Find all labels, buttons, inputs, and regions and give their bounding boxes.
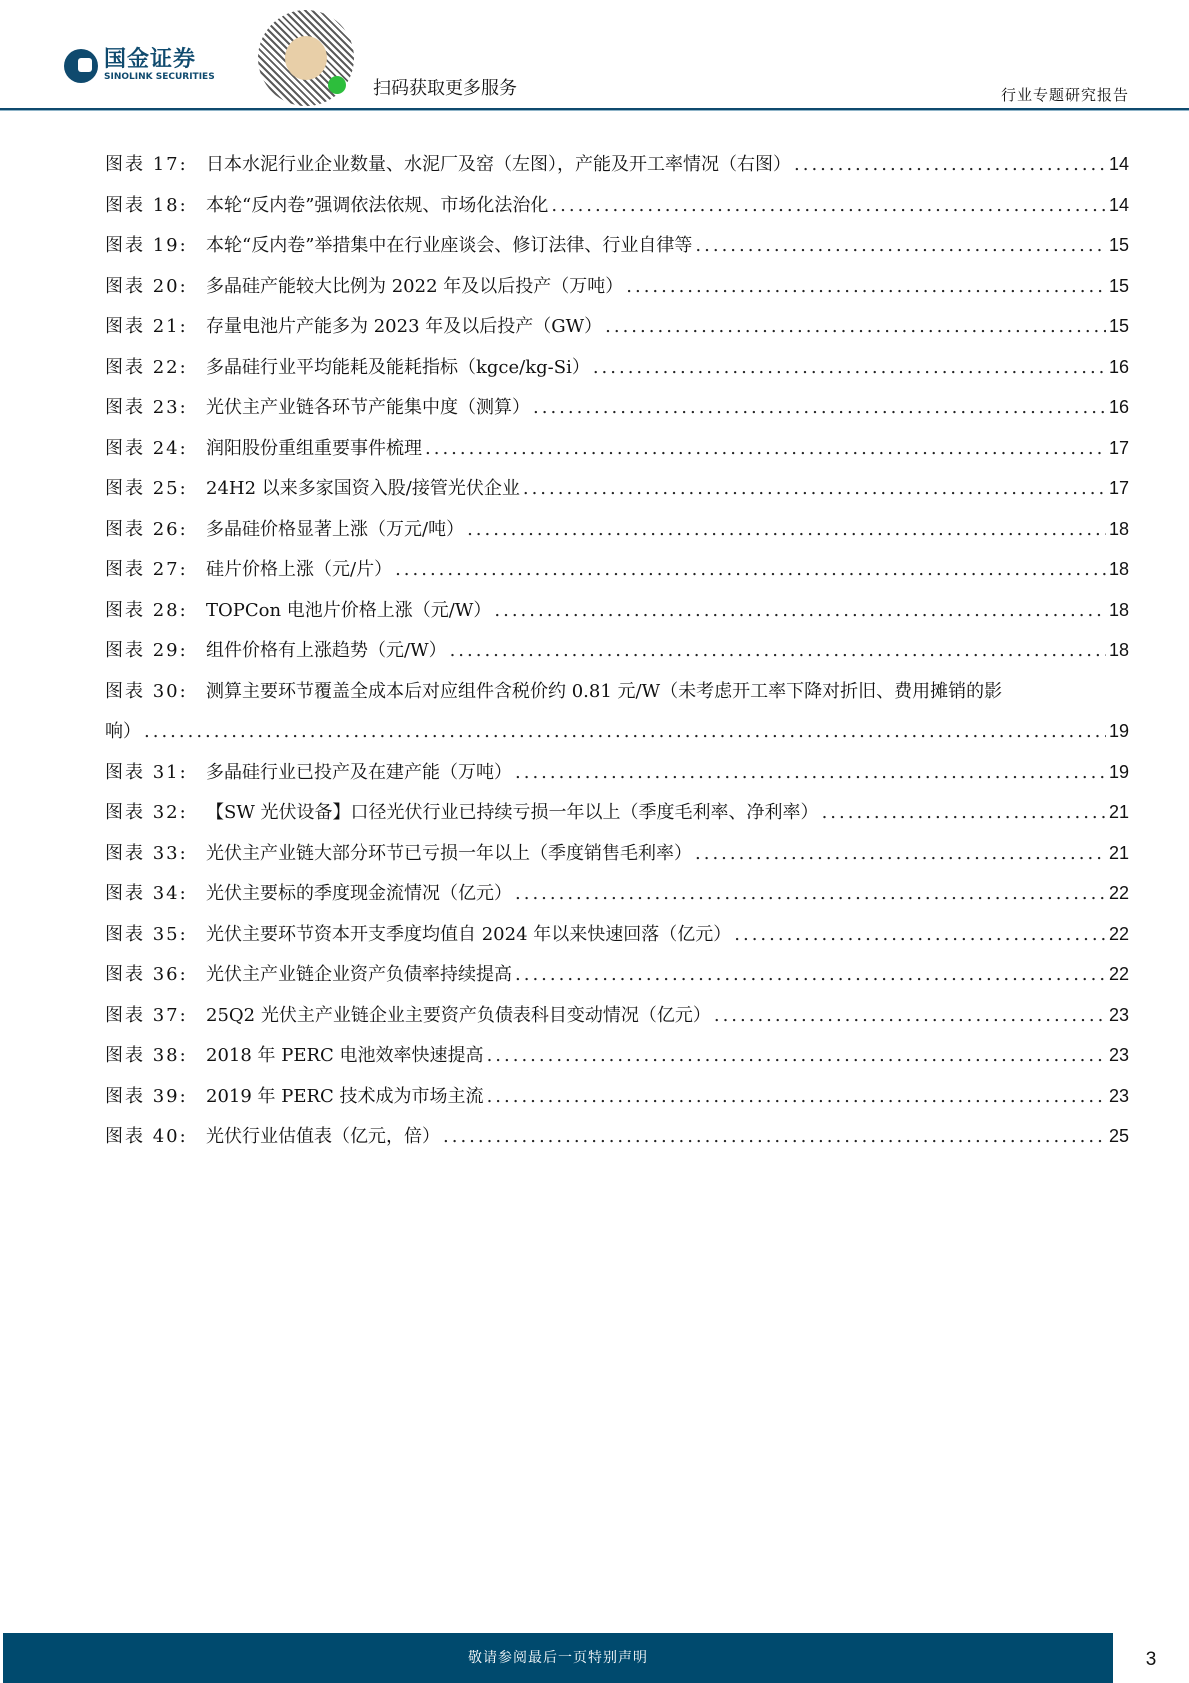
toc-entry[interactable] — [105, 1082, 1129, 1123]
toc-entry[interactable] — [105, 555, 1129, 596]
toc-label: 图表 31: — [105, 761, 188, 783]
toc-entry[interactable] — [105, 1122, 1129, 1163]
toc-page: 22 — [1108, 923, 1129, 944]
toc-page: 23 — [1108, 1045, 1129, 1065]
toc-entry[interactable] — [105, 515, 1129, 556]
toc-page: 21 — [1108, 802, 1129, 822]
toc-label: 图表 37: — [105, 1004, 188, 1026]
toc-page: 14 — [1108, 194, 1129, 215]
toc-entry[interactable] — [105, 191, 1129, 232]
toc-title: 光伏主产业链大部分环节已亏损一年以上（季度销售毛利率） — [206, 842, 692, 864]
toc-title: 组件价格有上涨趋势（元/W） — [206, 640, 447, 661]
leader-dots — [450, 640, 1106, 661]
toc-entry[interactable] — [105, 596, 1129, 637]
toc-label: 图表 25: — [105, 478, 188, 499]
logo-cn: 国金证券 — [104, 47, 197, 72]
toc-page: 19 — [1108, 721, 1129, 741]
toc-page: 15 — [1108, 316, 1129, 336]
toc-title: 存量电池片产能多为 2023 年及以后投产（GW） — [206, 316, 603, 337]
toc-page: 15 — [1108, 235, 1129, 255]
leader-dots — [734, 924, 1106, 945]
leader-dots — [794, 154, 1106, 175]
toc-title: 本轮“反内卷”强调依法依规、市场化法治化 — [206, 194, 549, 216]
toc-entry[interactable] — [105, 960, 1129, 1001]
toc-label: 图表 24: — [105, 437, 188, 459]
leader-dots — [533, 397, 1106, 418]
toc-entry[interactable] — [105, 879, 1129, 920]
toc-page: 25 — [1108, 1126, 1129, 1146]
toc-page: 17 — [1108, 478, 1129, 498]
leader-dots — [551, 195, 1106, 216]
toc-page: 22 — [1108, 964, 1129, 984]
toc-entry[interactable] — [105, 312, 1129, 353]
logo-mark-icon — [64, 49, 98, 83]
toc-label: 图表 32: — [105, 802, 188, 823]
toc-title: 日本水泥行业企业数量、水泥厂及窑（左图），产能及开工率情况（右图） — [206, 154, 791, 175]
toc-label: 图表 29: — [105, 640, 188, 661]
toc-label: 图表 19: — [105, 235, 188, 256]
toc-entry[interactable] — [105, 434, 1129, 475]
leader-dots — [515, 964, 1106, 985]
document-type: 行业专题研究报告 — [1000, 86, 1129, 104]
leader-dots — [593, 357, 1106, 378]
footer-disclaimer: 敬请参阅最后一页特别声明 — [3, 1633, 1113, 1683]
leader-dots — [443, 1126, 1106, 1147]
toc-page: 23 — [1108, 1004, 1129, 1025]
toc-entry[interactable] — [105, 920, 1129, 961]
leader-dots — [605, 316, 1106, 337]
toc-title: 25Q2 光伏主产业链企业主要资产负债表科目变动情况（亿元） — [206, 1004, 711, 1026]
toc-entry[interactable] — [105, 1041, 1129, 1082]
toc-title: 光伏主产业链各环节产能集中度（测算） — [206, 397, 530, 418]
leader-dots — [822, 802, 1106, 823]
toc-title: 本轮“反内卷”举措集中在行业座谈会、修订法律、行业自律等 — [206, 235, 693, 256]
leader-dots — [467, 519, 1106, 540]
toc-title: 2019 年 PERC 技术成为市场主流 — [206, 1085, 484, 1107]
leader-dots — [695, 235, 1106, 256]
toc-label: 图表 35: — [105, 923, 188, 945]
toc-title: 测算主要环节覆盖全成本后对应组件含税价约 0.81 元/W（未考虑开工率下降对折旧、费用摊销的影 — [206, 680, 1003, 702]
company-logo — [64, 48, 215, 83]
leader-dots — [144, 721, 1106, 742]
toc-label: 图表 21: — [105, 316, 188, 337]
mini-program-icon — [328, 76, 346, 94]
toc-page: 18 — [1108, 599, 1129, 620]
toc-page: 21 — [1108, 842, 1129, 863]
toc-label: 图表 27: — [105, 559, 188, 580]
toc-title: 光伏主要环节资本开支季度均值自 2024 年以来快速回落（亿元） — [206, 923, 732, 945]
toc-title: 光伏主产业链企业资产负债率持续提高 — [206, 964, 512, 985]
toc-label: 图表 23: — [105, 397, 188, 418]
leader-dots — [487, 1045, 1106, 1066]
toc-title: 光伏主要标的季度现金流情况（亿元） — [206, 883, 512, 904]
toc-page: 22 — [1108, 883, 1129, 903]
leader-dots — [523, 478, 1106, 499]
toc-entry[interactable] — [105, 353, 1129, 394]
toc-title: 硅片价格上涨（元/片） — [206, 559, 393, 580]
toc-title: 润阳股份重组重要事件梳理 — [206, 437, 422, 459]
toc-label: 图表 38: — [105, 1045, 188, 1066]
leader-dots — [695, 843, 1106, 864]
leader-dots — [395, 559, 1106, 580]
toc-title: 24H2 以来多家国资入股/接管光伏企业 — [206, 478, 520, 499]
toc-entry[interactable] — [105, 839, 1129, 880]
toc-title: 多晶硅产能较大比例为 2022 年及以后投产（万吨） — [206, 275, 624, 297]
qr-center-logo — [285, 36, 327, 80]
leader-dots — [425, 438, 1106, 459]
toc-page: 17 — [1108, 437, 1129, 458]
toc-title: 多晶硅行业已投产及在建产能（万吨） — [206, 761, 512, 783]
toc-title: 多晶硅行业平均能耗及能耗指标（kgce/kg-Si） — [206, 356, 590, 378]
toc-title: 光伏行业估值表（亿元，倍） — [206, 1126, 440, 1147]
toc-title: 2018 年 PERC 电池效率快速提高 — [206, 1045, 484, 1066]
toc-entry[interactable] — [105, 393, 1129, 434]
toc-entry[interactable] — [105, 150, 1129, 191]
toc-entry[interactable] — [105, 1001, 1129, 1042]
toc-page: 15 — [1108, 275, 1129, 296]
leader-dots — [515, 762, 1106, 783]
toc-entry[interactable] — [105, 474, 1129, 515]
toc-title: 【SW 光伏设备】口径光伏行业已持续亏损一年以上（季度毛利率、净利率） — [206, 802, 819, 823]
toc-label: 图表 28: — [105, 599, 188, 621]
leader-dots — [515, 883, 1106, 904]
toc-page: 18 — [1108, 559, 1129, 579]
page-header — [0, 0, 1189, 112]
toc-entry[interactable] — [105, 272, 1129, 313]
toc-entry[interactable] — [105, 636, 1129, 677]
toc-label: 图表 34: — [105, 883, 188, 904]
toc-label: 图表 39: — [105, 1085, 188, 1107]
logo-en: SINOLINK SECURITIES — [104, 72, 215, 82]
toc-entry[interactable] — [105, 677, 1129, 718]
toc-label: 图表 20: — [105, 275, 188, 297]
leader-dots — [494, 600, 1106, 621]
toc-label: 图表 22: — [105, 356, 188, 378]
leader-dots — [487, 1086, 1106, 1107]
header-divider — [0, 108, 1189, 111]
toc-label: 图表 40: — [105, 1126, 188, 1147]
toc-page: 16 — [1108, 356, 1129, 377]
page-number: 3 — [1145, 1649, 1157, 1670]
toc-label: 图表 30: — [105, 680, 188, 702]
toc-label: 图表 36: — [105, 964, 188, 985]
toc-entry[interactable] — [105, 798, 1129, 839]
toc-entry[interactable] — [105, 758, 1129, 799]
toc-title: TOPCon 电池片价格上涨（元/W） — [206, 599, 492, 621]
toc-label: 图表 17: — [105, 154, 188, 175]
toc-label: 图表 18: — [105, 194, 188, 216]
toc-page: 18 — [1108, 640, 1129, 660]
toc-entry-continued[interactable] — [105, 717, 1129, 758]
toc-entry[interactable] — [105, 231, 1129, 272]
leader-dots — [626, 276, 1106, 297]
toc-title: 多晶硅价格显著上涨（万元/吨） — [206, 518, 465, 540]
leader-dots — [714, 1005, 1106, 1026]
toc-label: 图表 26: — [105, 518, 188, 540]
toc-page: 16 — [1108, 397, 1129, 417]
toc-label: 图表 33: — [105, 842, 188, 864]
toc-page: 18 — [1108, 518, 1129, 539]
scan-text: 扫码获取更多服务 — [373, 78, 517, 99]
toc-page: 14 — [1108, 154, 1129, 174]
figure-toc — [105, 150, 1129, 1163]
toc-page: 19 — [1108, 761, 1129, 782]
toc-title-cont: 响） — [105, 721, 141, 742]
toc-page: 23 — [1108, 1085, 1129, 1106]
